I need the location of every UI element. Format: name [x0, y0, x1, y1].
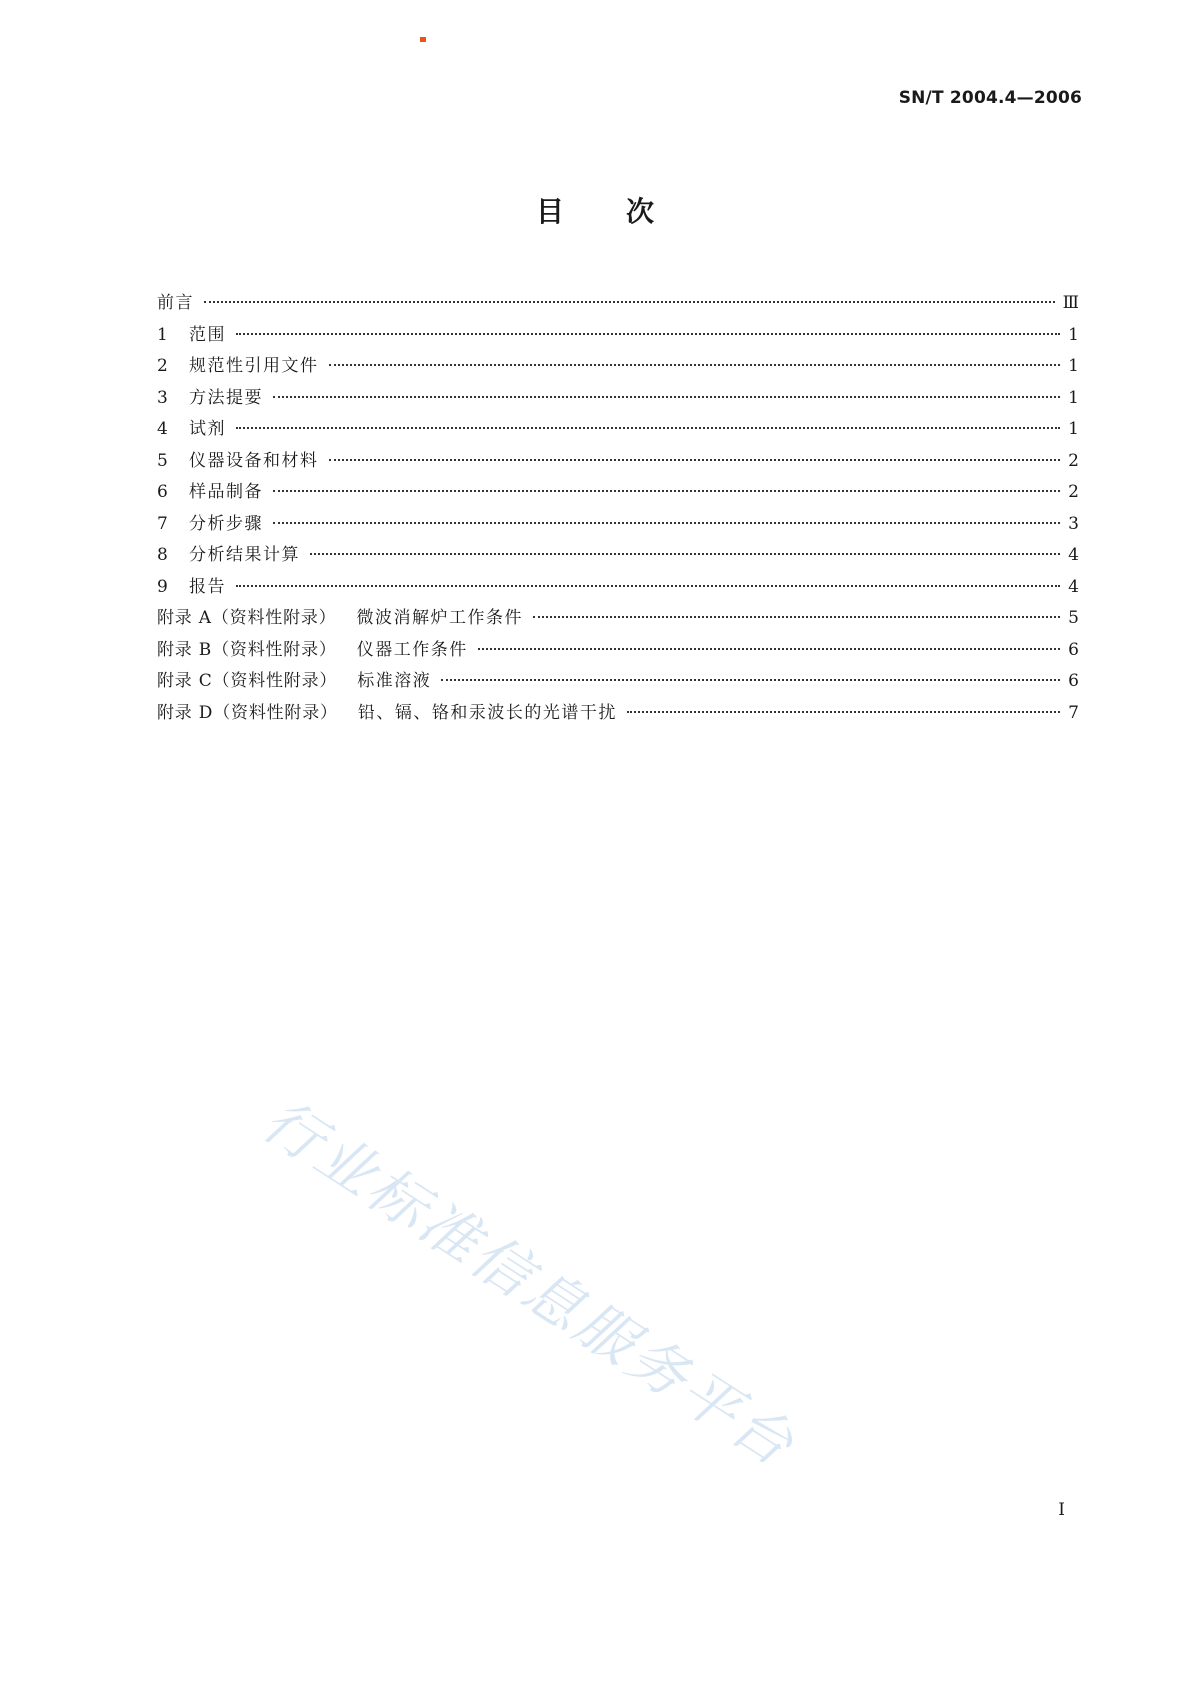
toc-number: 5	[157, 450, 168, 471]
toc-entry-5[interactable]	[157, 446, 1079, 478]
toc-subtitle: 标准溶液	[357, 671, 432, 691]
toc-page-number: 6	[1068, 639, 1079, 660]
toc-label: 范围	[189, 324, 226, 345]
toc-page-number: 6	[1068, 671, 1079, 691]
toc-entry-8[interactable]	[157, 540, 1079, 572]
toc-label: 附录 C（资料性附录）	[157, 671, 338, 691]
toc-leader	[627, 711, 1060, 713]
toc-number: 8	[157, 545, 168, 565]
toc-subtitle: 微波消解炉工作条件	[356, 608, 523, 628]
toc-label: 仪器设备和材料	[189, 450, 319, 471]
footer-page-number: I	[1058, 1500, 1065, 1520]
toc-page-number: 4	[1068, 545, 1079, 565]
watermark: 行业标准信息服务平台	[250, 1085, 808, 1481]
toc-label: 分析结果计算	[189, 545, 300, 565]
toc-number: 2	[157, 356, 168, 376]
toc-entry-3[interactable]	[157, 383, 1079, 415]
toc-label: 前言	[157, 293, 194, 313]
toc-page-number: 1	[1068, 324, 1079, 345]
toc-leader	[310, 553, 1060, 555]
toc-entry-6[interactable]	[157, 477, 1079, 509]
toc-label: 附录 D（资料性附录）	[157, 702, 338, 723]
toc-entry-4[interactable]	[157, 414, 1079, 446]
toc-leader	[329, 364, 1061, 366]
toc-label: 分析步骤	[189, 513, 263, 534]
toc-leader	[273, 396, 1060, 398]
toc-entry-appendix-c[interactable]	[157, 666, 1079, 698]
toc-leader	[329, 459, 1061, 461]
toc-entry-appendix-a[interactable]	[157, 603, 1079, 635]
toc-leader	[533, 616, 1060, 618]
toc-label: 附录 A（资料性附录）	[157, 608, 337, 628]
toc-entry-2[interactable]	[157, 351, 1079, 383]
toc-leader	[236, 333, 1060, 335]
toc-leader	[441, 679, 1060, 681]
toc-number: 4	[157, 419, 168, 439]
page-title: 目次	[535, 195, 716, 228]
toc-entry-1[interactable]	[157, 320, 1079, 352]
toc-page-number: 3	[1068, 513, 1079, 534]
toc-page-number: Ⅲ	[1062, 293, 1079, 313]
toc-subtitle: 铅、镉、铬和汞波长的光谱干扰	[357, 702, 617, 723]
toc-entry-7[interactable]	[157, 509, 1079, 541]
toc-label: 样品制备	[189, 482, 263, 502]
table-of-contents	[157, 288, 1079, 729]
toc-page-number: 4	[1068, 576, 1079, 597]
standard-code: SN/T 2004.4—2006	[898, 88, 1082, 108]
toc-entry-appendix-d[interactable]	[157, 698, 1079, 730]
toc-entry-appendix-b[interactable]	[157, 635, 1079, 667]
corner-mark	[420, 37, 426, 42]
toc-leader	[236, 585, 1060, 587]
toc-page-number: 7	[1068, 702, 1079, 723]
toc-label: 报告	[189, 576, 226, 597]
toc-entry-foreword[interactable]	[157, 288, 1079, 320]
toc-leader	[204, 301, 1055, 303]
toc-number: 7	[157, 513, 168, 534]
toc-page-number: 2	[1068, 450, 1079, 471]
toc-leader	[236, 427, 1060, 429]
toc-number: 3	[157, 387, 168, 408]
toc-label: 方法提要	[189, 387, 263, 408]
toc-number: 9	[157, 576, 168, 597]
toc-page-number: 1	[1068, 387, 1079, 408]
toc-page-number: 2	[1068, 482, 1079, 502]
toc-leader	[273, 490, 1060, 492]
toc-leader	[273, 522, 1060, 524]
toc-page-number: 1	[1068, 356, 1079, 376]
toc-page-number: 5	[1068, 608, 1079, 628]
toc-label: 试剂	[189, 419, 226, 439]
toc-leader	[478, 648, 1060, 650]
toc-number: 1	[157, 324, 168, 345]
toc-page-number: 1	[1068, 419, 1079, 439]
toc-subtitle: 仪器工作条件	[356, 639, 468, 660]
toc-number: 6	[157, 482, 168, 502]
toc-entry-9[interactable]	[157, 572, 1079, 604]
toc-label: 规范性引用文件	[189, 356, 319, 376]
toc-label: 附录 B（资料性附录）	[157, 639, 337, 660]
